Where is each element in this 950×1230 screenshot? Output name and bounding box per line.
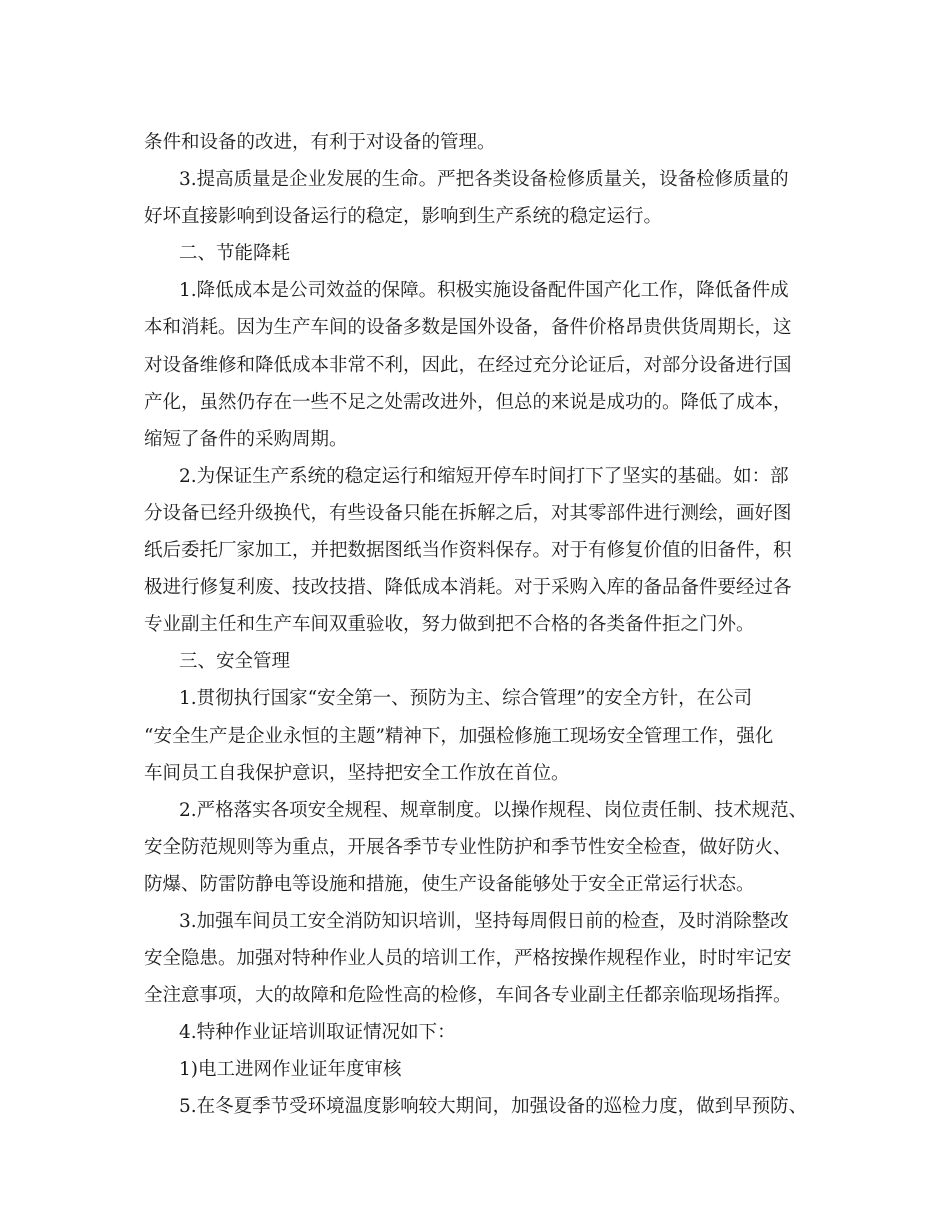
text-line: “安全生产是企业永恒的主题”精神下，加强检修施工现场安全管理工作，强化 [144, 725, 774, 747]
text-line: 分设备已经升级换代，有些设备只能在拆解之后，对其零部件进行测绘，画好图 [144, 502, 792, 524]
text-line: 对设备维修和降低成本非常不利，因此，在经过充分论证后，对部分设备进行国 [144, 354, 792, 376]
text-line: 专业副主任和生产车间双重验收，努力做到把不合格的各类备件拒之门外。 [144, 614, 755, 636]
text-line: 车间员工自我保护意识，坚持把安全工作放在首位。 [144, 762, 570, 784]
text-line: 1)电工进网作业证年度审核 [179, 1059, 402, 1081]
text-line: 防爆、防雷防静电等设施和措施，使生产设备能够处于安全正常运行状态。 [144, 873, 755, 895]
text-line: 产化，虽然仍存在一些不足之处需改进外，但总的来说是成功的。降低了成本， [144, 391, 792, 413]
document-body [144, 124, 808, 1126]
text-line: 安全防范规则等为重点，开展各季节专业性防护和季节性安全检查，做好防火、 [144, 836, 792, 858]
text-line: 1.贯彻执行国家“安全第一、预防为主、综合管理”的安全方针，在公司 [179, 688, 753, 710]
text-line: 极进行修复利废、技改技措、降低成本消耗。对于采购入库的备品备件要经过各 [144, 577, 792, 599]
text-line: 本和消耗。因为生产车间的设备多数是国外设备，备件价格昂贵供货周期长，这 [144, 317, 792, 339]
text-line: 3.加强车间员工安全消防知识培训，坚持每周假日前的检查，及时消除整改 [179, 910, 789, 932]
text-line: 好坏直接影响到设备运行的稳定，影响到生产系统的稳定运行。 [144, 206, 663, 228]
text-line: 2.为保证生产系统的稳定运行和缩短开停车时间打下了坚实的基础。如：部 [179, 465, 789, 487]
text-line: 三、安全管理 [179, 651, 291, 673]
text-line: 安全隐患。加强对特种作业人员的培训工作，严格按操作规程作业，时时牢记安 [144, 948, 792, 970]
text-line: 4.特种作业证培训取证情况如下： [179, 1022, 456, 1044]
text-line: 1.降低成本是公司效益的保障。积极实施设备配件国产化工作，降低备件成 [179, 280, 789, 302]
text-line: 5.在冬夏季节受环境温度影响较大期间，加强设备的巡检力度，做到早预防、 [179, 1096, 808, 1118]
text-line: 条件和设备的改进，有利于对设备的管理。 [144, 132, 496, 153]
text-line: 二、节能降耗 [179, 243, 291, 265]
text-line: 3.提高质量是企业发展的生命。严把各类设备检修质量关，设备检修质量的 [179, 169, 789, 191]
text-line: 纸后委托厂家加工，并把数据图纸当作资料保存。对于有修复价值的旧备件，积 [144, 540, 792, 562]
text-line: 缩短了备件的采购周期。 [144, 428, 348, 450]
text-line: 2.严格落实各项安全规程、规章制度。以操作规程、岗位责任制、技术规范、 [179, 799, 808, 821]
text-line: 全注意事项，大的故障和危险性高的检修，车间各专业副主任都亲临现场指挥。 [144, 985, 792, 1007]
